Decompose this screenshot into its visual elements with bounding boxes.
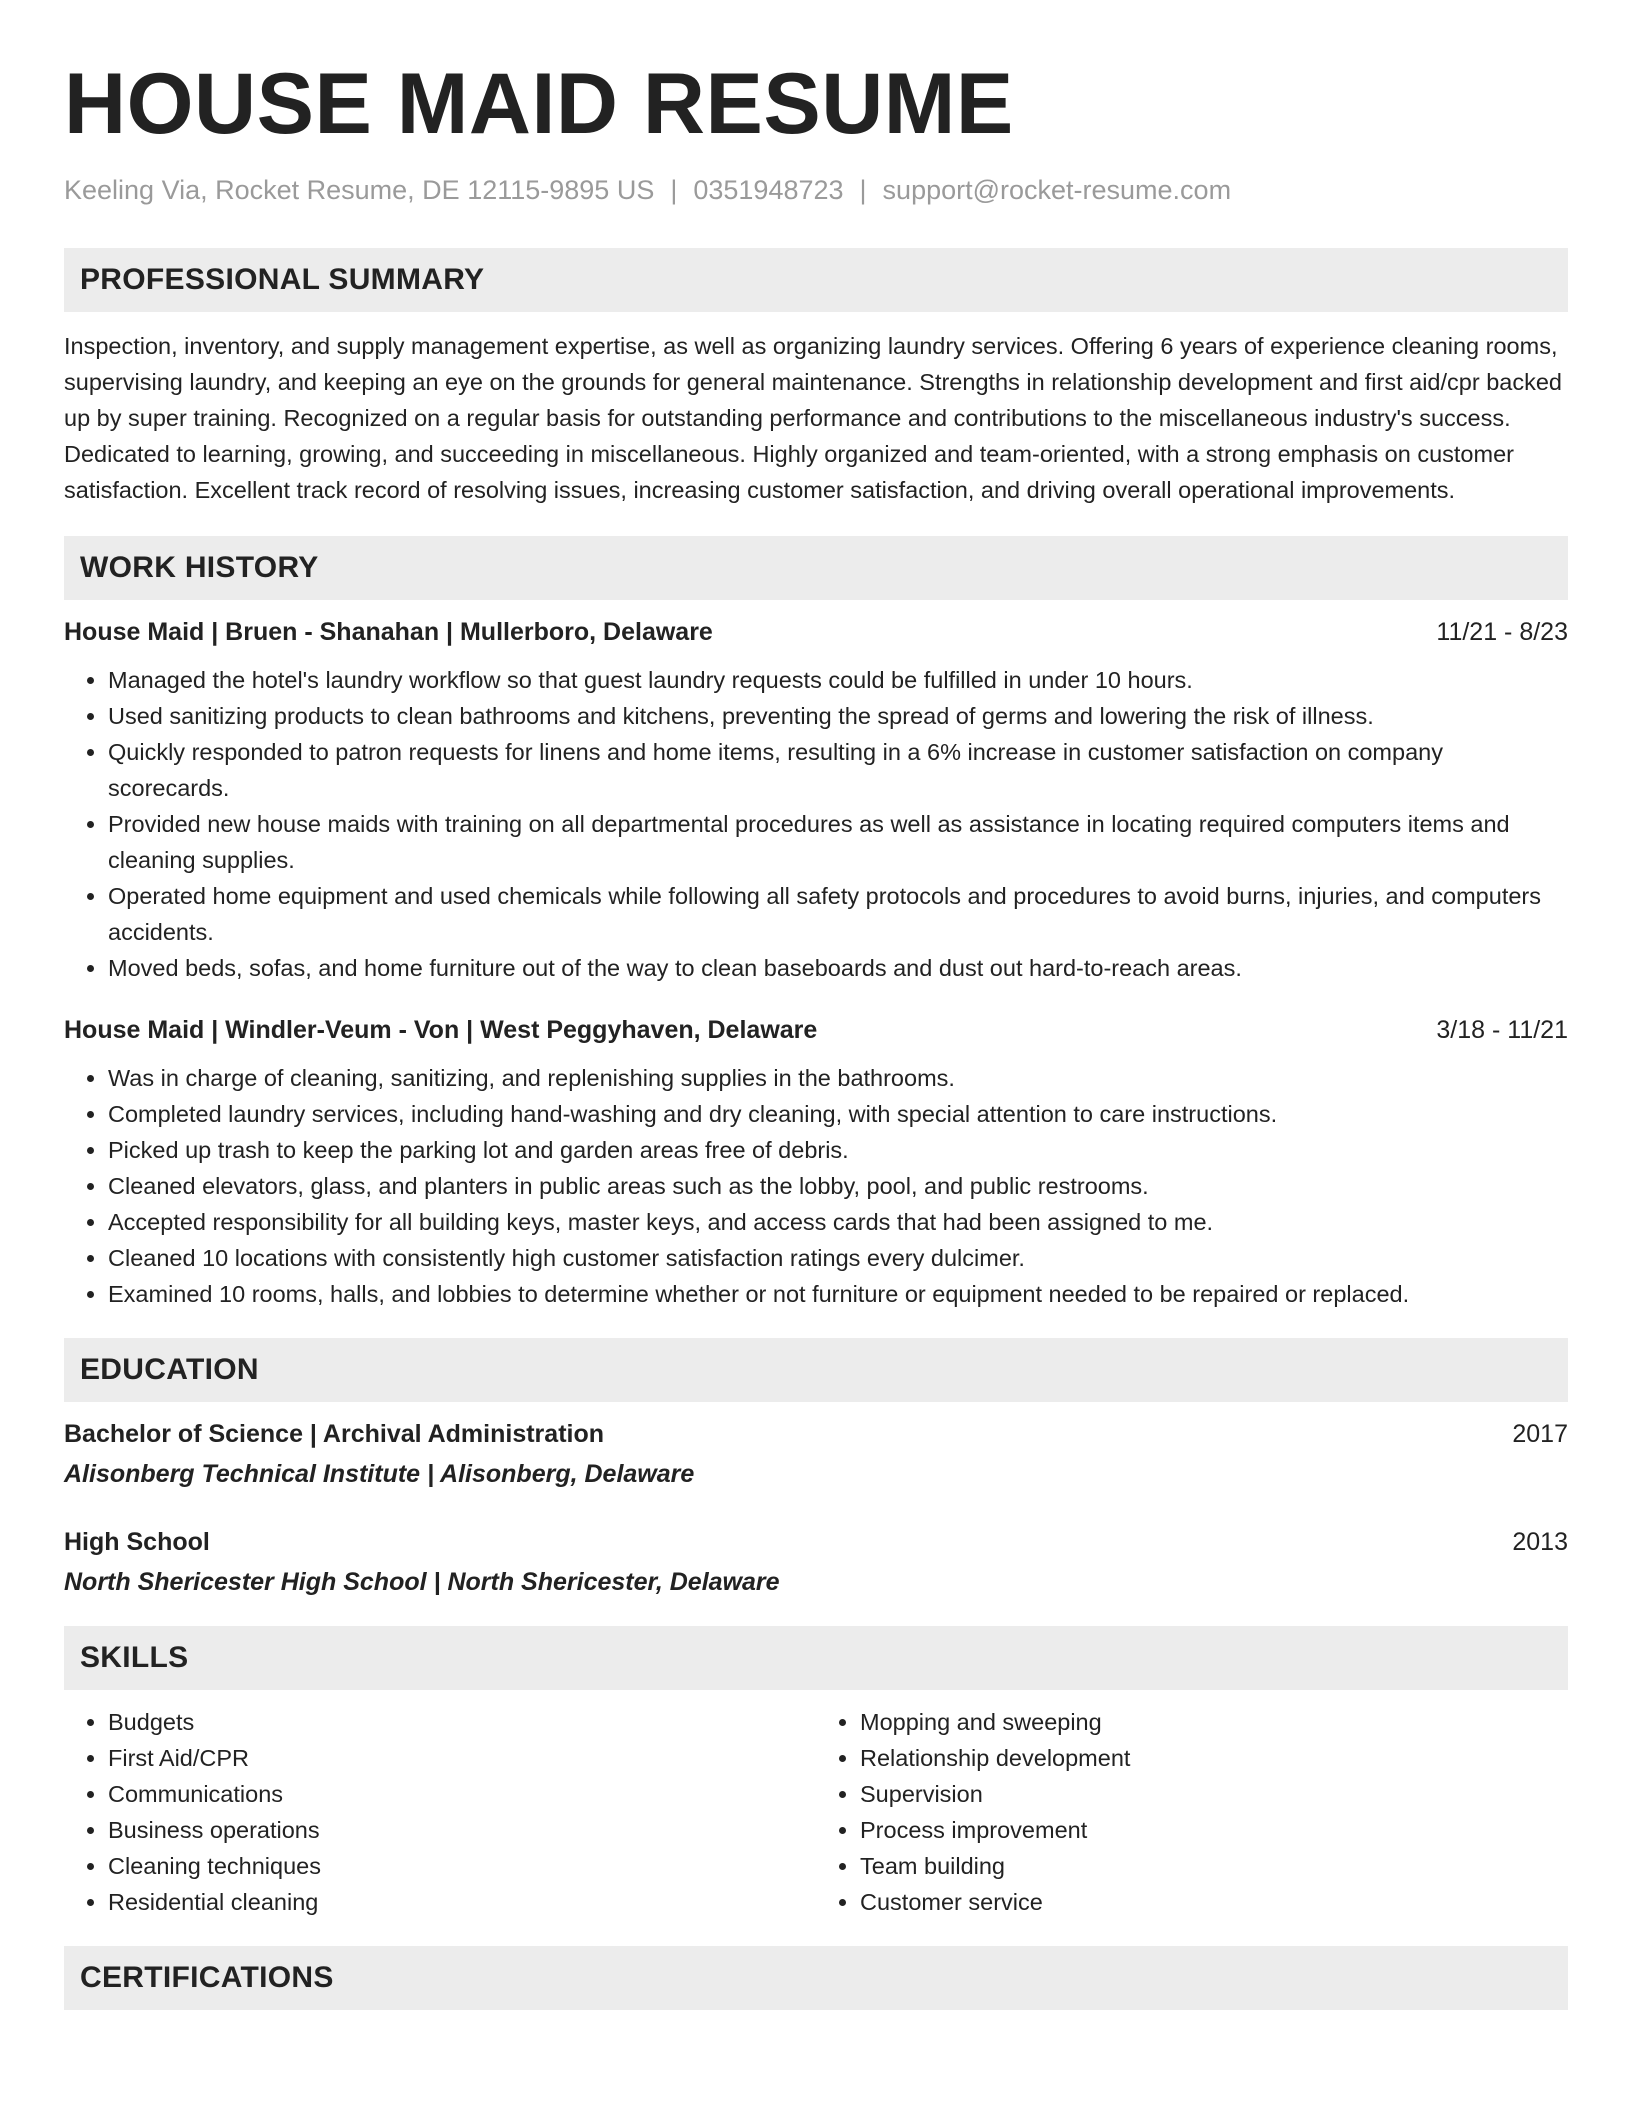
job-dates: 11/21 - 8/23 <box>1436 618 1568 646</box>
job-title: House Maid | Windler-Veum - Von | West Peggyhaven, Delaware <box>64 1016 818 1044</box>
bullet-item: • Managed the hotel's laundry workflow so that guest laundry requests could be fulfilled in under 10 hours. <box>108 662 1568 698</box>
job-title: House Maid | Bruen - Shanahan | Mullerboro, Delaware <box>64 618 713 646</box>
education-header <box>64 1524 1568 1560</box>
bullet-item: • Examined 10 rooms, halls, and lobbies to determine whether or not furniture or equipment needed to be repaired or replaced. <box>108 1276 1568 1312</box>
skills-column-right <box>816 1704 1568 1920</box>
bullet-item: • Cleaned 10 locations with consistently high customer satisfaction ratings every dulcimer. <box>108 1240 1568 1276</box>
bullet-item: • Picked up trash to keep the parking lot and garden areas free of debris. <box>108 1132 1568 1168</box>
degree: High School <box>64 1528 210 1556</box>
section-heading-certifications: CERTIFICATIONS <box>64 1946 1568 2010</box>
contact-separator: | <box>670 175 678 205</box>
bullet-item: • Accepted responsibility for all building keys, master keys, and access cards that had been assigned to me. <box>108 1204 1568 1240</box>
section-heading-skills: SKILLS <box>64 1626 1568 1690</box>
skill-item: • Process improvement <box>860 1812 1568 1848</box>
contact-separator: | <box>859 175 867 205</box>
skill-item: • Residential cleaning <box>108 1884 816 1920</box>
school-name: Alisonberg Technical Institute | Alisonberg, Delaware <box>64 1460 695 1488</box>
job-header <box>64 1012 1568 1048</box>
bullet-item: • Operated home equipment and used chemicals while following all safety protocols and procedures to avoid burns, injuries, and computers accidents. <box>108 878 1568 950</box>
section-heading-summary: PROFESSIONAL SUMMARY <box>64 248 1568 312</box>
skill-item: • Budgets <box>108 1704 816 1740</box>
education-header <box>64 1416 1568 1452</box>
section-heading-education: EDUCATION <box>64 1338 1568 1402</box>
job-bullets <box>64 1060 1568 1312</box>
skill-item: • Supervision <box>860 1776 1568 1812</box>
school-name: North Shericester High School | North Shericester, Delaware <box>64 1568 780 1596</box>
job-bullets <box>64 662 1568 986</box>
contact-phone: 0351948723 <box>693 175 844 205</box>
bullet-item: • Cleaned elevators, glass, and planters in public areas such as the lobby, pool, and public restrooms. <box>108 1168 1568 1204</box>
contact-line <box>64 172 1568 208</box>
job-entry <box>64 1012 1568 1312</box>
skill-item: • Relationship development <box>860 1740 1568 1776</box>
bullet-item: • Moved beds, sofas, and home furniture out of the way to clean baseboards and dust out hard-to-reach areas. <box>108 950 1568 986</box>
bullet-item: • Was in charge of cleaning, sanitizing, and replenishing supplies in the bathrooms. <box>108 1060 1568 1096</box>
skill-item: • Customer service <box>860 1884 1568 1920</box>
skill-item: • Communications <box>108 1776 816 1812</box>
skill-item: • Mopping and sweeping <box>860 1704 1568 1740</box>
job-dates: 3/18 - 11/21 <box>1436 1016 1568 1044</box>
degree: Bachelor of Science | Archival Administration <box>64 1420 605 1448</box>
job-header <box>64 614 1568 650</box>
job-entry <box>64 614 1568 986</box>
bullet-item: • Provided new house maids with training on all departmental procedures as well as assistance in locating required computers items and cleaning supplies. <box>108 806 1568 878</box>
contact-address: Keeling Via, Rocket Resume, DE 12115-9895 US <box>64 175 655 205</box>
graduation-year: 2013 <box>1512 1528 1568 1556</box>
skills-column-left <box>64 1704 816 1920</box>
graduation-year: 2017 <box>1512 1420 1568 1448</box>
education-entry <box>64 1524 1568 1600</box>
skill-item: • Business operations <box>108 1812 816 1848</box>
education-entry <box>64 1416 1568 1492</box>
skill-item: • First Aid/CPR <box>108 1740 816 1776</box>
summary-text: Inspection, inventory, and supply management expertise, as well as organizing laundry services. Offering 6 years of experience cleaning rooms, supervising laundry, and keeping an eye on the grounds for general maintenance. Strengths in relationship development and first aid/cpr backed up by super training. Recognized on a regular basis for outstanding performance and contributions to the miscellaneous industry's success. Dedicated to learning, growing, and succeeding in miscellaneous. Highly organized and team-oriented, with a strong emphasis on customer satisfaction. Excellent track record of resolving issues, increasing customer satisfaction, and driving overall operational improvements. <box>64 333 1562 503</box>
skill-item: • Team building <box>860 1848 1568 1884</box>
skills-list <box>64 1704 1568 1920</box>
bullet-item: • Completed laundry services, including hand-washing and dry cleaning, with special attention to care instructions. <box>108 1096 1568 1132</box>
section-heading-work-history: WORK HISTORY <box>64 536 1568 600</box>
skill-item: • Cleaning techniques <box>108 1848 816 1884</box>
bullet-item: • Used sanitizing products to clean bathrooms and kitchens, preventing the spread of germs and lowering the risk of illness. <box>108 698 1568 734</box>
resume-title: HOUSE MAID RESUME <box>64 56 1014 152</box>
bullet-item: • Quickly responded to patron requests for linens and home items, resulting in a 6% increase in customer satisfaction on company scorecards. <box>108 734 1568 806</box>
contact-email: support@rocket-resume.com <box>882 175 1232 205</box>
